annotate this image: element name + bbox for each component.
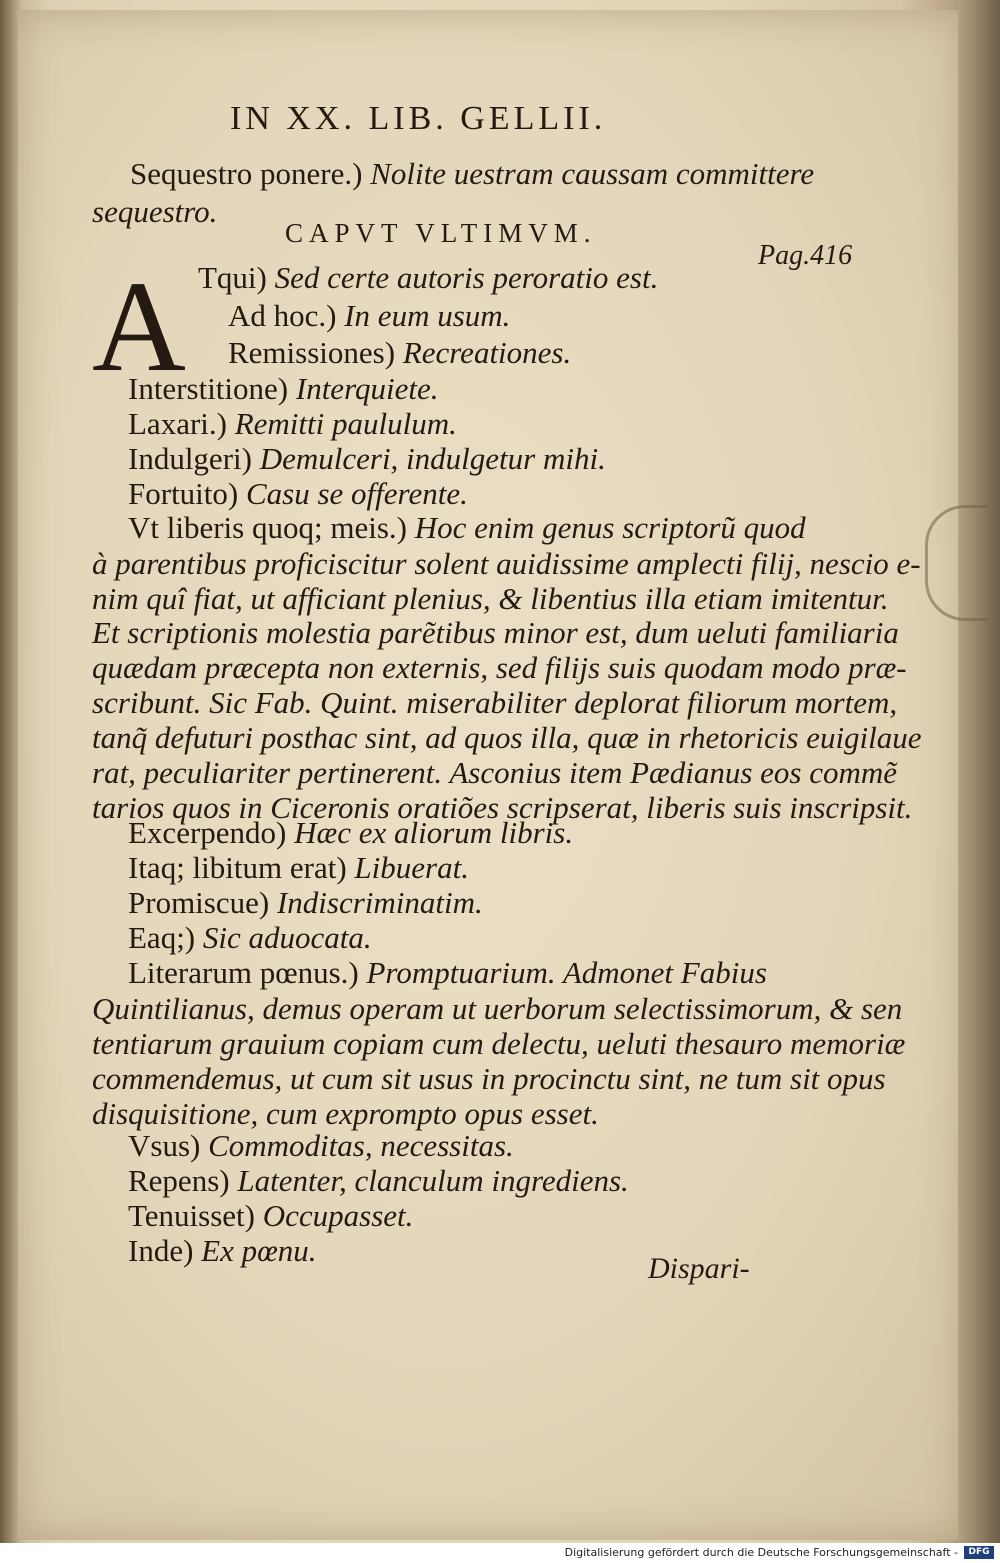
gloss: Quintilianus, demus operam ut uerborum selectissimorum, & sen [92, 991, 903, 1026]
lemma: Literarum pœnus.) [128, 955, 359, 990]
gloss: Indiscriminatim. [269, 885, 483, 920]
text-line [228, 300, 510, 331]
text-line [128, 957, 767, 988]
gloss: nim quî fiat, ut afficiant plenius, & libentius illa etiam imitentur. [92, 581, 889, 616]
gloss: rat, peculiariter pertinerent. Asconius item Pædianus eos commẽ [92, 755, 898, 790]
text-line [128, 443, 606, 474]
text-line [128, 408, 457, 439]
gloss: Remitti paululum. [226, 406, 457, 441]
text-line [128, 922, 372, 953]
page-number: Pag.416 [758, 240, 853, 271]
page-clip-shadow [925, 505, 988, 621]
text-line [92, 617, 899, 648]
gloss: Demulceri, indulgetur mihi. [251, 441, 606, 476]
text-line [198, 262, 658, 293]
gloss: scribunt. Sic Fab. Quint. miserabiliter deplorat filiorum mortem, [92, 685, 898, 720]
lemma: Remissiones) [228, 335, 396, 370]
text-line [128, 373, 438, 404]
catchword: Dispari- [648, 1252, 750, 1285]
running-head: IN XX. LIB. GELLII. [230, 100, 607, 137]
text-line [128, 852, 469, 883]
lemma: Repens) [128, 1163, 230, 1198]
gloss: tarios quos in Ciceronis oratiões scripserat, liberis suis inscripsit. [92, 790, 913, 825]
text-line [92, 1063, 886, 1094]
gloss: Hoc enim genus scriptorũ quod [406, 510, 806, 545]
text-line [128, 817, 573, 848]
text-line [128, 512, 806, 543]
lemma: Laxari.) [128, 406, 227, 441]
gloss: Latenter, clanculum ingrediens. [229, 1163, 629, 1198]
text-line [128, 1200, 413, 1231]
lemma: Vt liberis quoq; meis.) [128, 510, 407, 545]
lemma: Excerpendo) [128, 815, 287, 850]
gloss: Promptuarium. Admonet Fabius [358, 955, 767, 990]
lemma: Ad hoc.) [228, 298, 337, 333]
text-line [228, 337, 571, 368]
lemma: Tenuisset) [128, 1198, 255, 1233]
gloss: Commoditas, necessitas. [200, 1128, 514, 1163]
chapter-heading: CAPVT VLTIMVM. [285, 218, 597, 248]
lemma: Vsus) [128, 1128, 201, 1163]
text-line [128, 1130, 514, 1161]
gloss: Et scriptionis molestia parẽtibus minor est, dum ueluti familiaria [92, 615, 899, 650]
gloss: Hæc ex aliorum libris. [286, 815, 574, 850]
lemma: Inde) [128, 1233, 194, 1268]
dfg-logo: DFG [964, 1546, 994, 1559]
text-line [92, 652, 907, 683]
gloss: quædam præcepta non externis, sed filijs suis quodam modo præ- [92, 650, 907, 685]
gloss: Occupasset. [254, 1198, 414, 1233]
lemma: Indulgeri) [128, 441, 252, 476]
gloss: commendemus, ut cum sit usus in procinctu sint, ne tum sit opus [92, 1061, 886, 1096]
gloss: Ex pœnu. [193, 1233, 317, 1268]
gloss: Sic aduocata. [195, 920, 372, 955]
text-line [92, 1028, 905, 1059]
text-line [92, 548, 921, 579]
drop-cap-initial: A [92, 255, 186, 399]
lemma: Tqui) [198, 260, 267, 295]
text-line [130, 158, 814, 189]
text-line [92, 583, 889, 614]
lemma: Sequestro ponere.) [130, 156, 363, 191]
book-binding-edge [958, 0, 1000, 1543]
digitization-credit: Digitalisierung gefördert durch die Deutsche Forschungsgemeinschaft - [564, 1546, 958, 1559]
gloss: Libuerat. [346, 850, 469, 885]
text-line [92, 722, 922, 753]
lemma: Eaq;) [128, 920, 196, 955]
lemma: Fortuito) [128, 476, 239, 511]
gloss: Sed certe autoris peroratio est. [266, 260, 659, 295]
gloss: sequestro. [92, 194, 218, 229]
gloss: Interquiete. [288, 371, 439, 406]
text-line [128, 1165, 629, 1196]
lemma: Itaq; libitum erat) [128, 850, 347, 885]
text-line [92, 1098, 599, 1129]
gloss: Nolite uestram caussam committere [362, 156, 815, 191]
gloss: Recreationes. [395, 335, 572, 370]
text-line [92, 196, 217, 227]
gloss: tanq̃ defuturi posthac sint, ad quos illa, quæ in rhetoricis euigilaue [92, 720, 922, 755]
gloss: tentiarum grauium copiam cum delectu, ueluti thesauro memoriæ [92, 1026, 906, 1061]
lemma: Interstitione) [128, 371, 289, 406]
footer-strip [0, 1543, 1000, 1563]
lemma: Promiscue) [128, 885, 270, 920]
gloss: Casu se offerente. [238, 476, 468, 511]
text-line [128, 478, 468, 509]
text-line [92, 687, 897, 718]
gloss: à parentibus proficiscitur solent auidissime amplecti filij, nescio e- [92, 546, 921, 581]
text-line [92, 757, 897, 788]
text-line [128, 887, 483, 918]
text-line [92, 993, 902, 1024]
gloss: disquisitione, cum exprompto opus esset. [92, 1096, 599, 1131]
gloss: In eum usum. [336, 298, 511, 333]
text-line [128, 1235, 317, 1266]
